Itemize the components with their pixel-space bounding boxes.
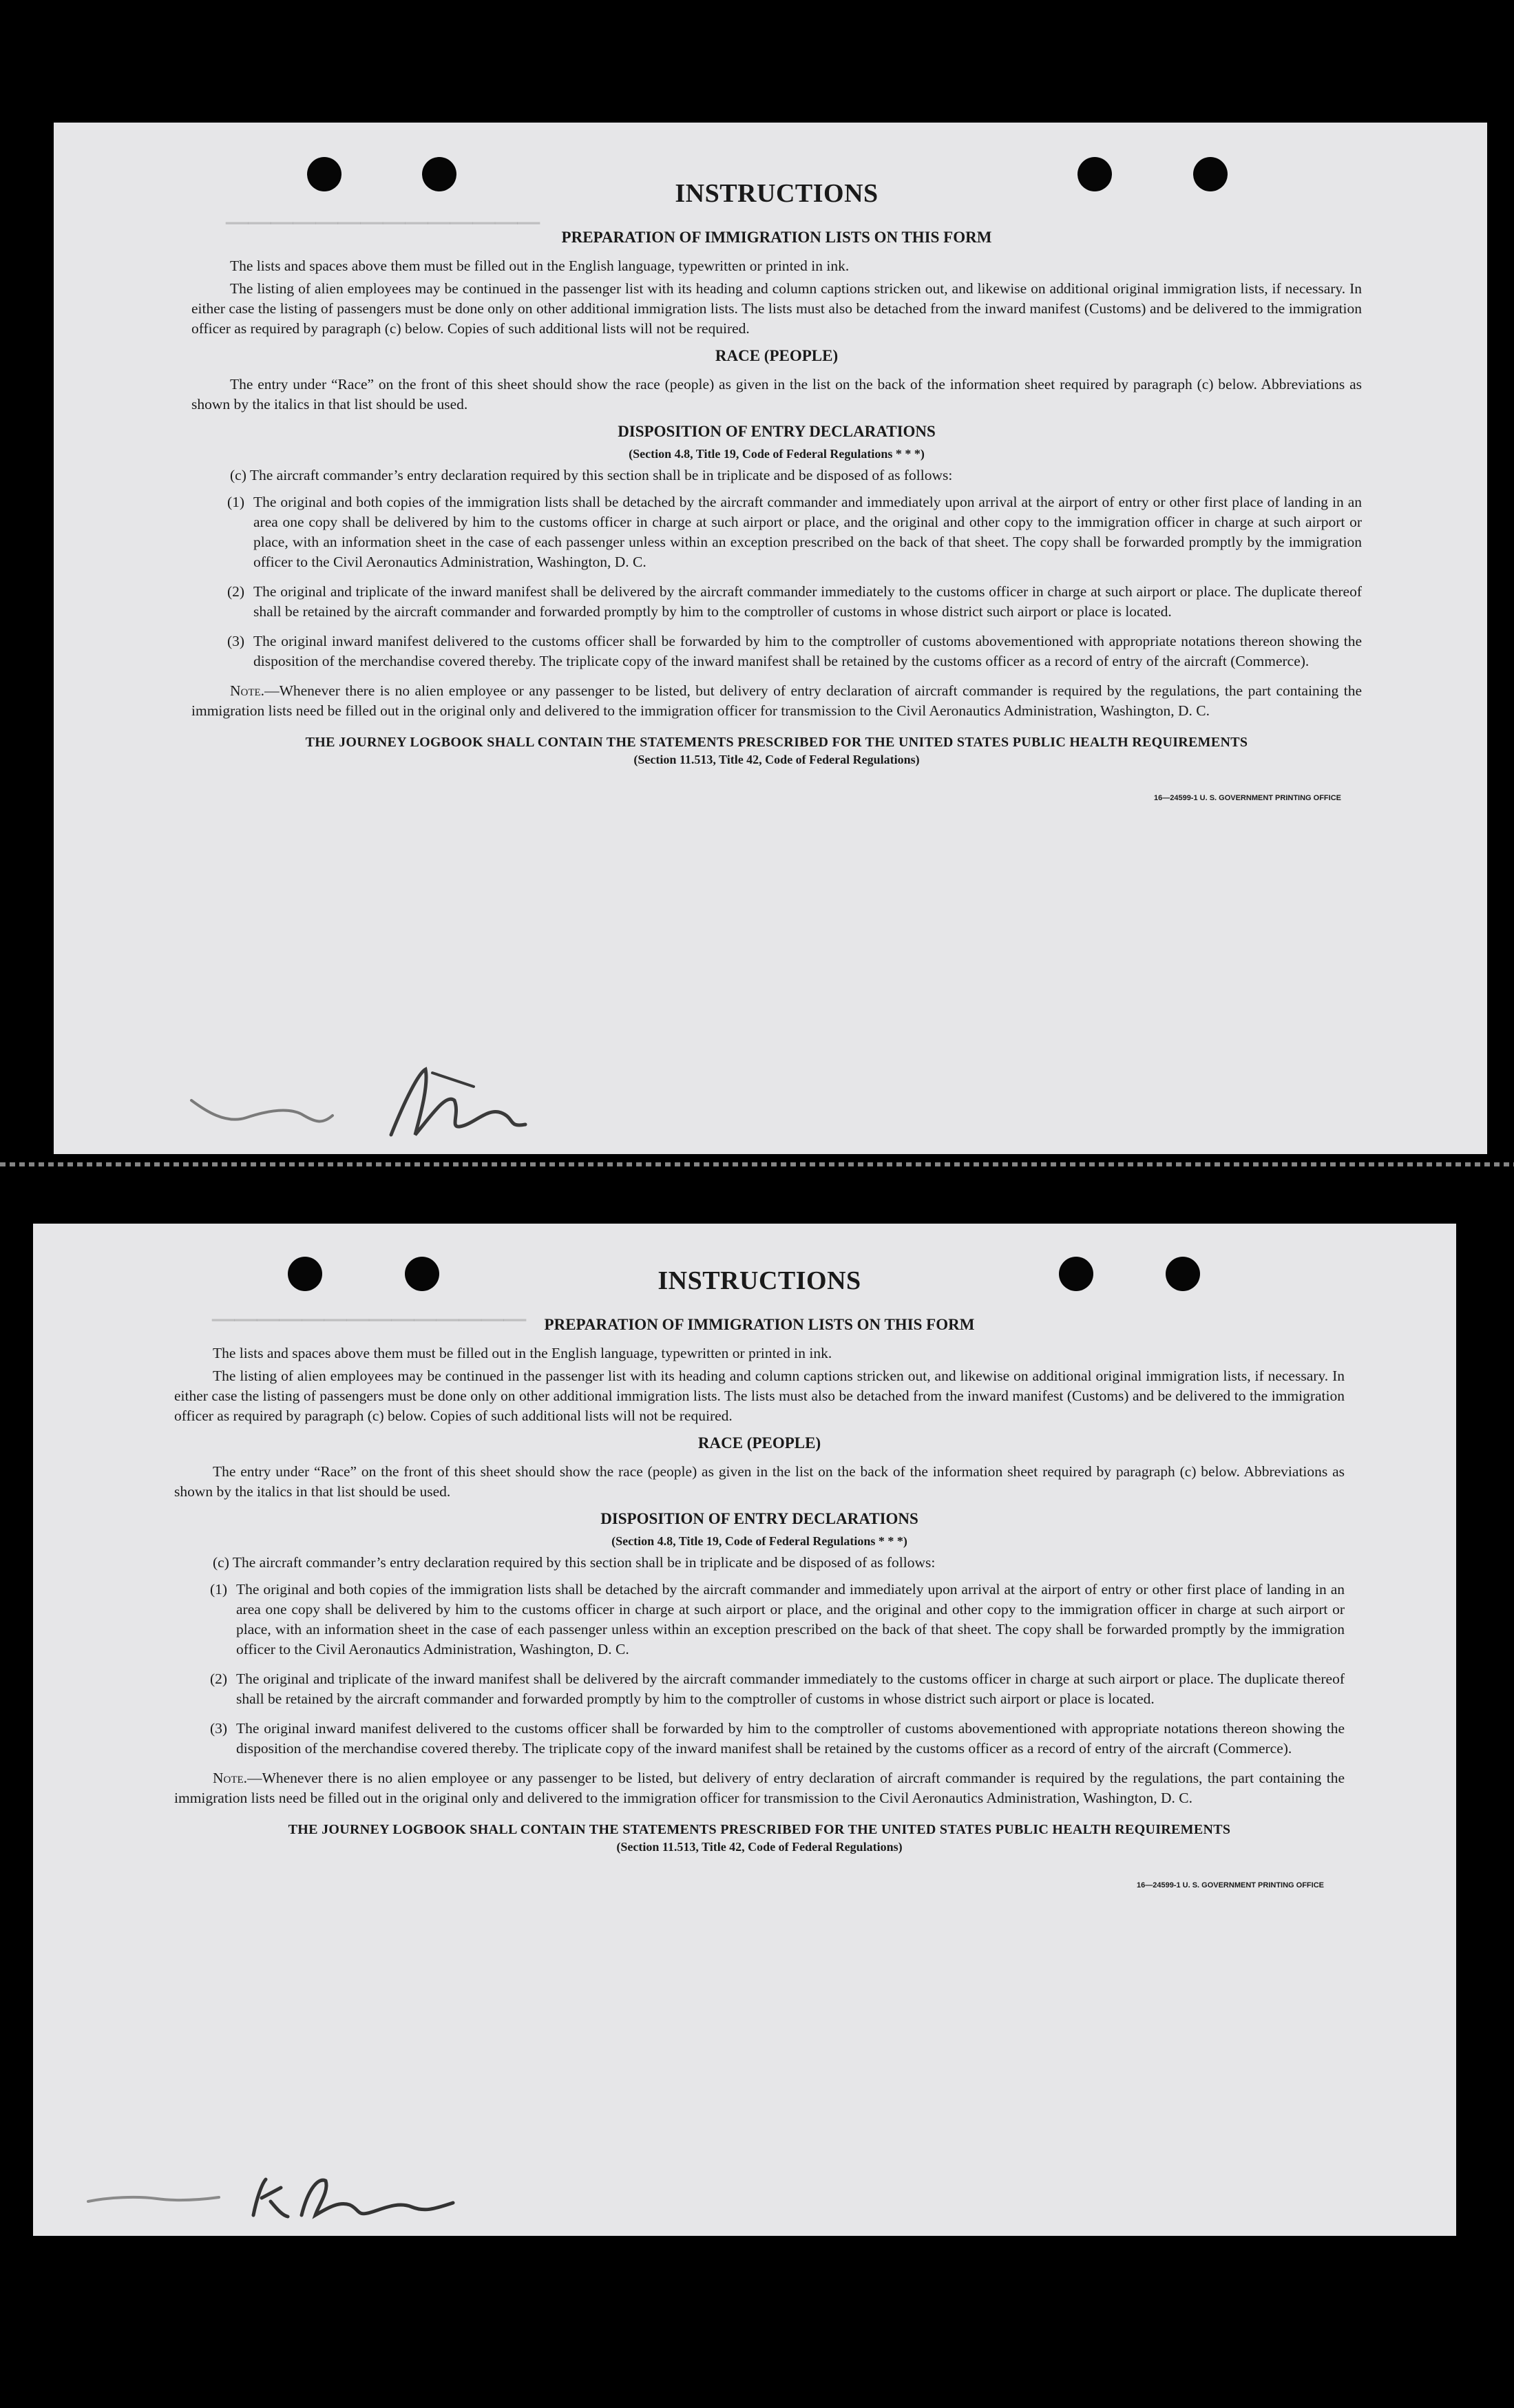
item-number: (2) (210, 1671, 228, 1687)
health-requirements-citation: (Section 11.513, Title 42, Code of Federal Regulations) (633, 753, 920, 766)
item-number: (3) (210, 1720, 228, 1737)
item-number: (1) (210, 1581, 228, 1598)
note-label: Note. (213, 1770, 248, 1786)
health-requirements-statement: THE JOURNEY LOGBOOK SHALL CONTAIN THE STATEMENTS PRESCRIBED FOR THE UNITED STATES PUBLIC HEALTH REQUIREMENTS (305, 735, 1248, 750)
disposition-item-2 (191, 582, 1362, 622)
disposition-item-3 (191, 631, 1362, 671)
document-sheet-top (54, 123, 1487, 1154)
item-text: The original and both copies of the immigration lists shall be detached by the aircraft commander and immediately upon arrival at the airport of entry or other first place of landing in an area one copy shall be delivered by him to the customs officer in charge at such airport or place, and the original and other copy to the immigration officer in charge at such airport or place, with an information sheet in the case of each passenger unless within an exception prescribed on the back of that sheet. The copy shall be forwarded promptly by the immigration officer to the Civil Aeronautics Administration, Washington, D. C. (236, 1581, 1345, 1657)
printing-office-imprint: 16—24599-1 U. S. GOVERNMENT PRINTING OFFICE (1153, 794, 1341, 802)
health-requirements-citation: (Section 11.513, Title 42, Code of Federal Regulations) (616, 1840, 903, 1854)
race-heading: RACE (PEOPLE) (715, 347, 839, 364)
handwritten-signature (185, 1059, 570, 1149)
note-label: Note. (230, 682, 265, 699)
disposition-item-1 (174, 1580, 1345, 1660)
note-text: —Whenever there is no alien employee or any passenger to be listed, but delivery of entry declaration of aircraft commander is required by the regulations, the part containing the immigration lists need be filled out in the original only and delivered to the immigration officer for transmission to the Civil Aeronautics Administration, Washington, D. C. (191, 682, 1362, 719)
preparation-paragraph-1: The lists and spaces above them must be filled out in the English language, typewritten or printed in ink. (213, 1345, 832, 1361)
instructions-body (174, 1265, 1345, 1896)
note-paragraph (191, 681, 1362, 721)
item-text: The original inward manifest delivered to the customs officer shall be forwarded by him to the comptroller of customs abovementioned with appropriate notations thereon showing the disposition of the merchandise covered thereby. The triplicate copy of the inward manifest shall be retained by the customs officer as a record of entry of the aircraft (Commerce). (236, 1720, 1345, 1757)
item-text: The original and both copies of the immigration lists shall be detached by the aircraft commander and immediately upon arrival at the airport of entry or other first place of landing in an area one copy shall be delivered by him to the customs officer in charge at such airport or place, and the original and other copy to the immigration officer in charge at such airport or place, with an information sheet in the case of each passenger unless within an exception prescribed on the back of that sheet. The copy shall be forwarded promptly by the immigration officer to the Civil Aeronautics Administration, Washington, D. C. (253, 494, 1362, 570)
health-requirements-statement: THE JOURNEY LOGBOOK SHALL CONTAIN THE STATEMENTS PRESCRIBED FOR THE UNITED STATES PUBLIC HEALTH REQUIREMENTS (288, 1822, 1231, 1837)
printing-office-imprint: 16—24599-1 U. S. GOVERNMENT PRINTING OFFICE (1136, 1881, 1324, 1889)
preparation-paragraph-2: The listing of alien employees may be continued in the passenger list with its heading and column captions stricken out, and likewise on additional original immigration lists, if necessary. In either case the listing of passengers must be done only on other additional immigration lists. The lists must also be detached from the inward manifest (Customs) and be delivered to the immigration officer as required by paragraph (c) below. Copies of such additional lists will not be required. (174, 1368, 1345, 1424)
disposition-citation: (Section 4.8, Title 19, Code of Federal Regulations * * *) (629, 447, 925, 461)
preparation-paragraph-2: The listing of alien employees may be continued in the passenger list with its heading and column captions stricken out, and likewise on additional original immigration lists, if necessary. In either case the listing of passengers must be done only on other additional immigration lists. The lists must also be detached from the inward manifest (Customs) and be delivered to the immigration officer as required by paragraph (c) below. Copies of such additional lists will not be required. (191, 280, 1362, 337)
disposition-item-1 (191, 492, 1362, 572)
item-text: The original and triplicate of the inward manifest shall be delivered by the aircraft commander immediately to the customs officer in charge at such airport or place. The duplicate thereof shall be retained by the aircraft commander and forwarded promptly by him to the comptroller of customs in whose district such airport or place is located. (236, 1671, 1345, 1707)
note-text: —Whenever there is no alien employee or any passenger to be listed, but delivery of entry declaration of aircraft commander is required by the regulations, the part containing the immigration lists need be filled out in the original only and delivered to the immigration officer for transmission to the Civil Aeronautics Administration, Washington, D. C. (174, 1770, 1345, 1806)
race-paragraph: The entry under “Race” on the front of this sheet should show the race (people) as given in the list on the back of the information sheet required by paragraph (c) below. Abbreviations as shown by the italics in that list should be used. (191, 376, 1362, 412)
page-title: INSTRUCTIONS (675, 179, 879, 208)
tear-line-divider (0, 1162, 1514, 1166)
item-number: (1) (227, 494, 245, 510)
instructions-body (191, 178, 1362, 808)
race-heading: RACE (PEOPLE) (697, 1434, 821, 1452)
item-text: The original inward manifest delivered to the customs officer shall be forwarded by him to the comptroller of customs abovementioned with appropriate notations thereon showing the disposition of the merchandise covered thereby. The triplicate copy of the inward manifest shall be retained by the customs officer as a record of entry of the aircraft (Commerce). (253, 633, 1362, 669)
preparation-paragraph-1: The lists and spaces above them must be filled out in the English language, typewritten or printed in ink. (230, 258, 850, 274)
item-number: (2) (227, 583, 245, 600)
disposition-intro: (c) The aircraft commander’s entry declaration required by this section shall be in triplicate and be disposed of as follows: (213, 1554, 936, 1571)
item-number: (3) (227, 633, 245, 649)
note-paragraph (174, 1768, 1345, 1808)
disposition-item-3 (174, 1719, 1345, 1759)
disposition-citation: (Section 4.8, Title 19, Code of Federal Regulations * * *) (611, 1534, 907, 1548)
bleed-through-text: ────────────── (226, 205, 540, 240)
disposition-heading: DISPOSITION OF ENTRY DECLARATIONS (618, 423, 936, 440)
disposition-item-2 (174, 1669, 1345, 1709)
preparation-heading: PREPARATION OF IMMIGRATION LISTS ON THIS FORM (561, 229, 992, 246)
preparation-heading: PREPARATION OF IMMIGRATION LISTS ON THIS FORM (544, 1316, 975, 1333)
document-sheet-bottom (33, 1224, 1456, 2236)
disposition-intro: (c) The aircraft commander’s entry declaration required by this section shall be in triplicate and be disposed of as follows: (230, 467, 953, 483)
race-paragraph: The entry under “Race” on the front of this sheet should show the race (people) as given in the list on the back of the information sheet required by paragraph (c) below. Abbreviations as shown by the italics in that list should be used. (174, 1463, 1345, 1500)
item-text: The original and triplicate of the inward manifest shall be delivered by the aircraft commander immediately to the customs officer in charge at such airport or place. The duplicate thereof shall be retained by the aircraft commander and forwarded promptly by him to the comptroller of customs in whose district such airport or place is located. (253, 583, 1362, 620)
bleed-through-text: ────────────── (212, 1301, 527, 1337)
page-title: INSTRUCTIONS (658, 1266, 861, 1295)
disposition-heading: DISPOSITION OF ENTRY DECLARATIONS (600, 1510, 918, 1527)
handwritten-signature (81, 2167, 467, 2229)
